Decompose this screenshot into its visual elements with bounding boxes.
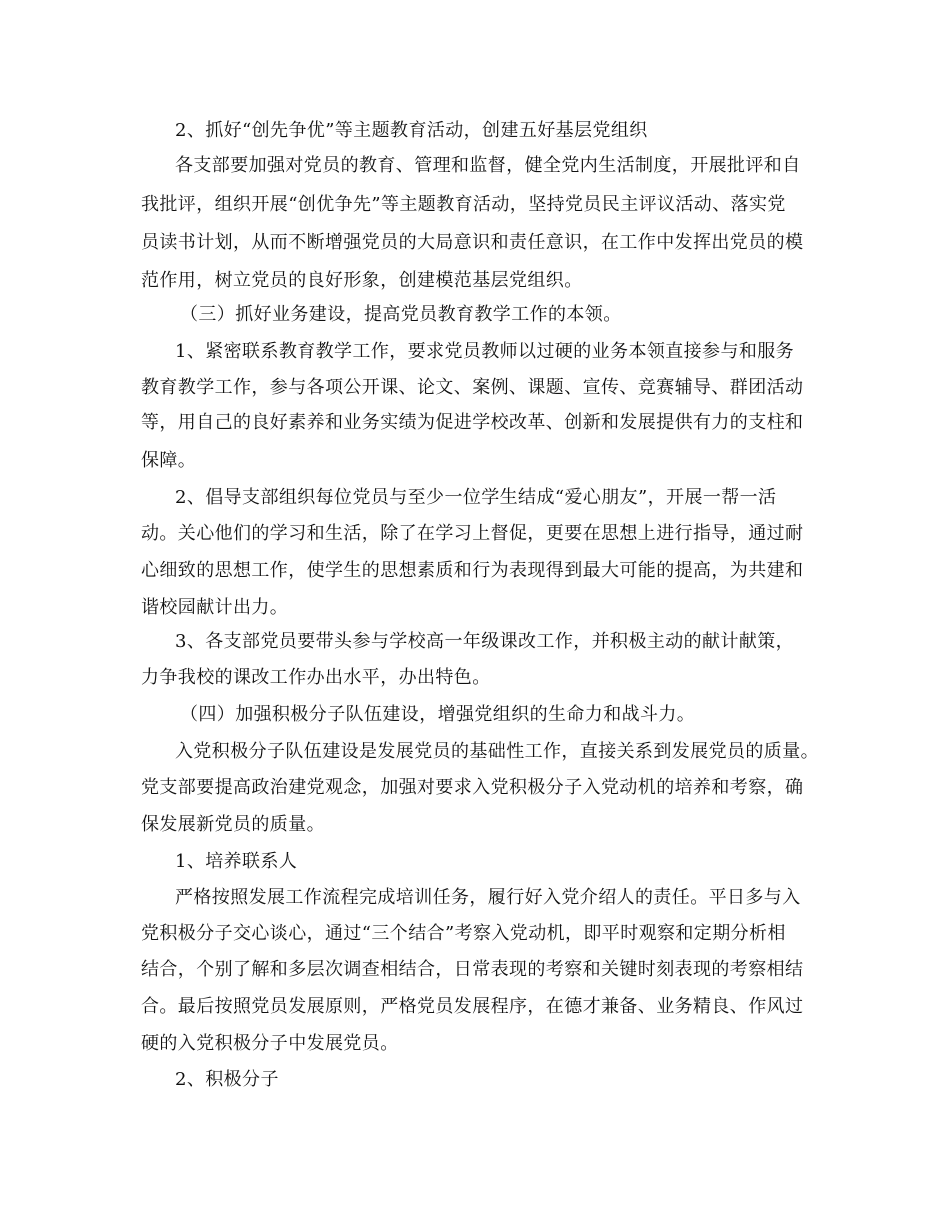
paragraph-line: 合。最后按照党员发展原则，严格党员发展程序，在德才兼备、业务精良、作风过	[141, 996, 804, 1017]
paragraph-line: 1、紧密联系教育教学工作，要求党员教师以过硬的业务本领直接参与和服务	[175, 341, 795, 362]
section-heading: （四）加强积极分子队伍建设，增强党组织的生命力和战斗力。	[180, 704, 696, 725]
paragraph-line: 力争我校的课改工作办出水平，办出特色。	[141, 667, 491, 688]
paragraph-line: 入党积极分子队伍建设是发展党员的基础性工作，直接关系到发展党员的质量。	[175, 741, 819, 762]
paragraph-line: 硬的入党积极分子中发展党员。	[141, 1033, 399, 1054]
paragraph-line: 各支部要加强对党员的教育、管理和监督，健全党内生活制度，开展批评和自	[175, 155, 801, 176]
paragraph-line: 保发展新党员的质量。	[141, 814, 325, 835]
subheading-line: 2、积极分子	[175, 1069, 279, 1090]
paragraph-line: 教育教学工作，参与各项公开课、论文、案例、课题、宣传、竞赛辅导、群团活动	[141, 377, 804, 398]
paragraph-line: 范作用，树立党员的良好形象，创建模范基层党组织。	[141, 270, 583, 291]
paragraph-line: 心细致的思想工作，使学生的思想素质和行为表现得到最大可能的提高，为共建和	[141, 560, 804, 581]
heading-line: 2、抓好“创先争优”等主题教育活动，创建五好基层党组织	[175, 120, 648, 141]
paragraph-line: 动。关心他们的学习和生活，除了在学习上督促，更要在思想上进行指导，通过耐	[141, 523, 804, 544]
paragraph-line: 结合，个别了解和多层次调查相结合，日常表现的考察和关键时刻表现的考察相结	[141, 959, 804, 980]
paragraph-line: 我批评，组织开展“创优争先”等主题教育活动，坚持党员民主评议活动、落实党	[141, 194, 786, 215]
paragraph-line: 党积极分子交心谈心，通过“三个结合”考察入党动机，即平时观察和定期分析相	[141, 923, 786, 944]
subheading-line: 1、培养联系人	[175, 851, 298, 872]
paragraph-line: 2、倡导支部组织每位党员与至少一位学生结成“爱心朋友”，开展一帮一活	[175, 487, 777, 508]
paragraph-line: 谐校园献计出力。	[141, 597, 289, 618]
section-heading: （三）抓好业务建设，提高党员教育教学工作的本领。	[180, 304, 622, 325]
paragraph-line: 等，用自己的良好素养和业务实绩为促进学校改革、创新和发展提供有力的支柱和	[141, 412, 804, 433]
paragraph-line: 保障。	[141, 450, 197, 471]
paragraph-line: 严格按照发展工作流程完成培训任务，履行好入党介绍人的责任。平日多与入	[175, 887, 801, 908]
paragraph-line: 党支部要提高政治建党观念，加强对要求入党积极分子入党动机的培养和考察，确	[141, 777, 804, 798]
paragraph-line: 3、各支部党员要带头参与学校高一年级课改工作，并积极主动的献计献策，	[175, 631, 795, 652]
paragraph-line: 员读书计划，从而不断增强党员的大局意识和责任意识，在工作中发挥出党员的模	[141, 232, 804, 253]
